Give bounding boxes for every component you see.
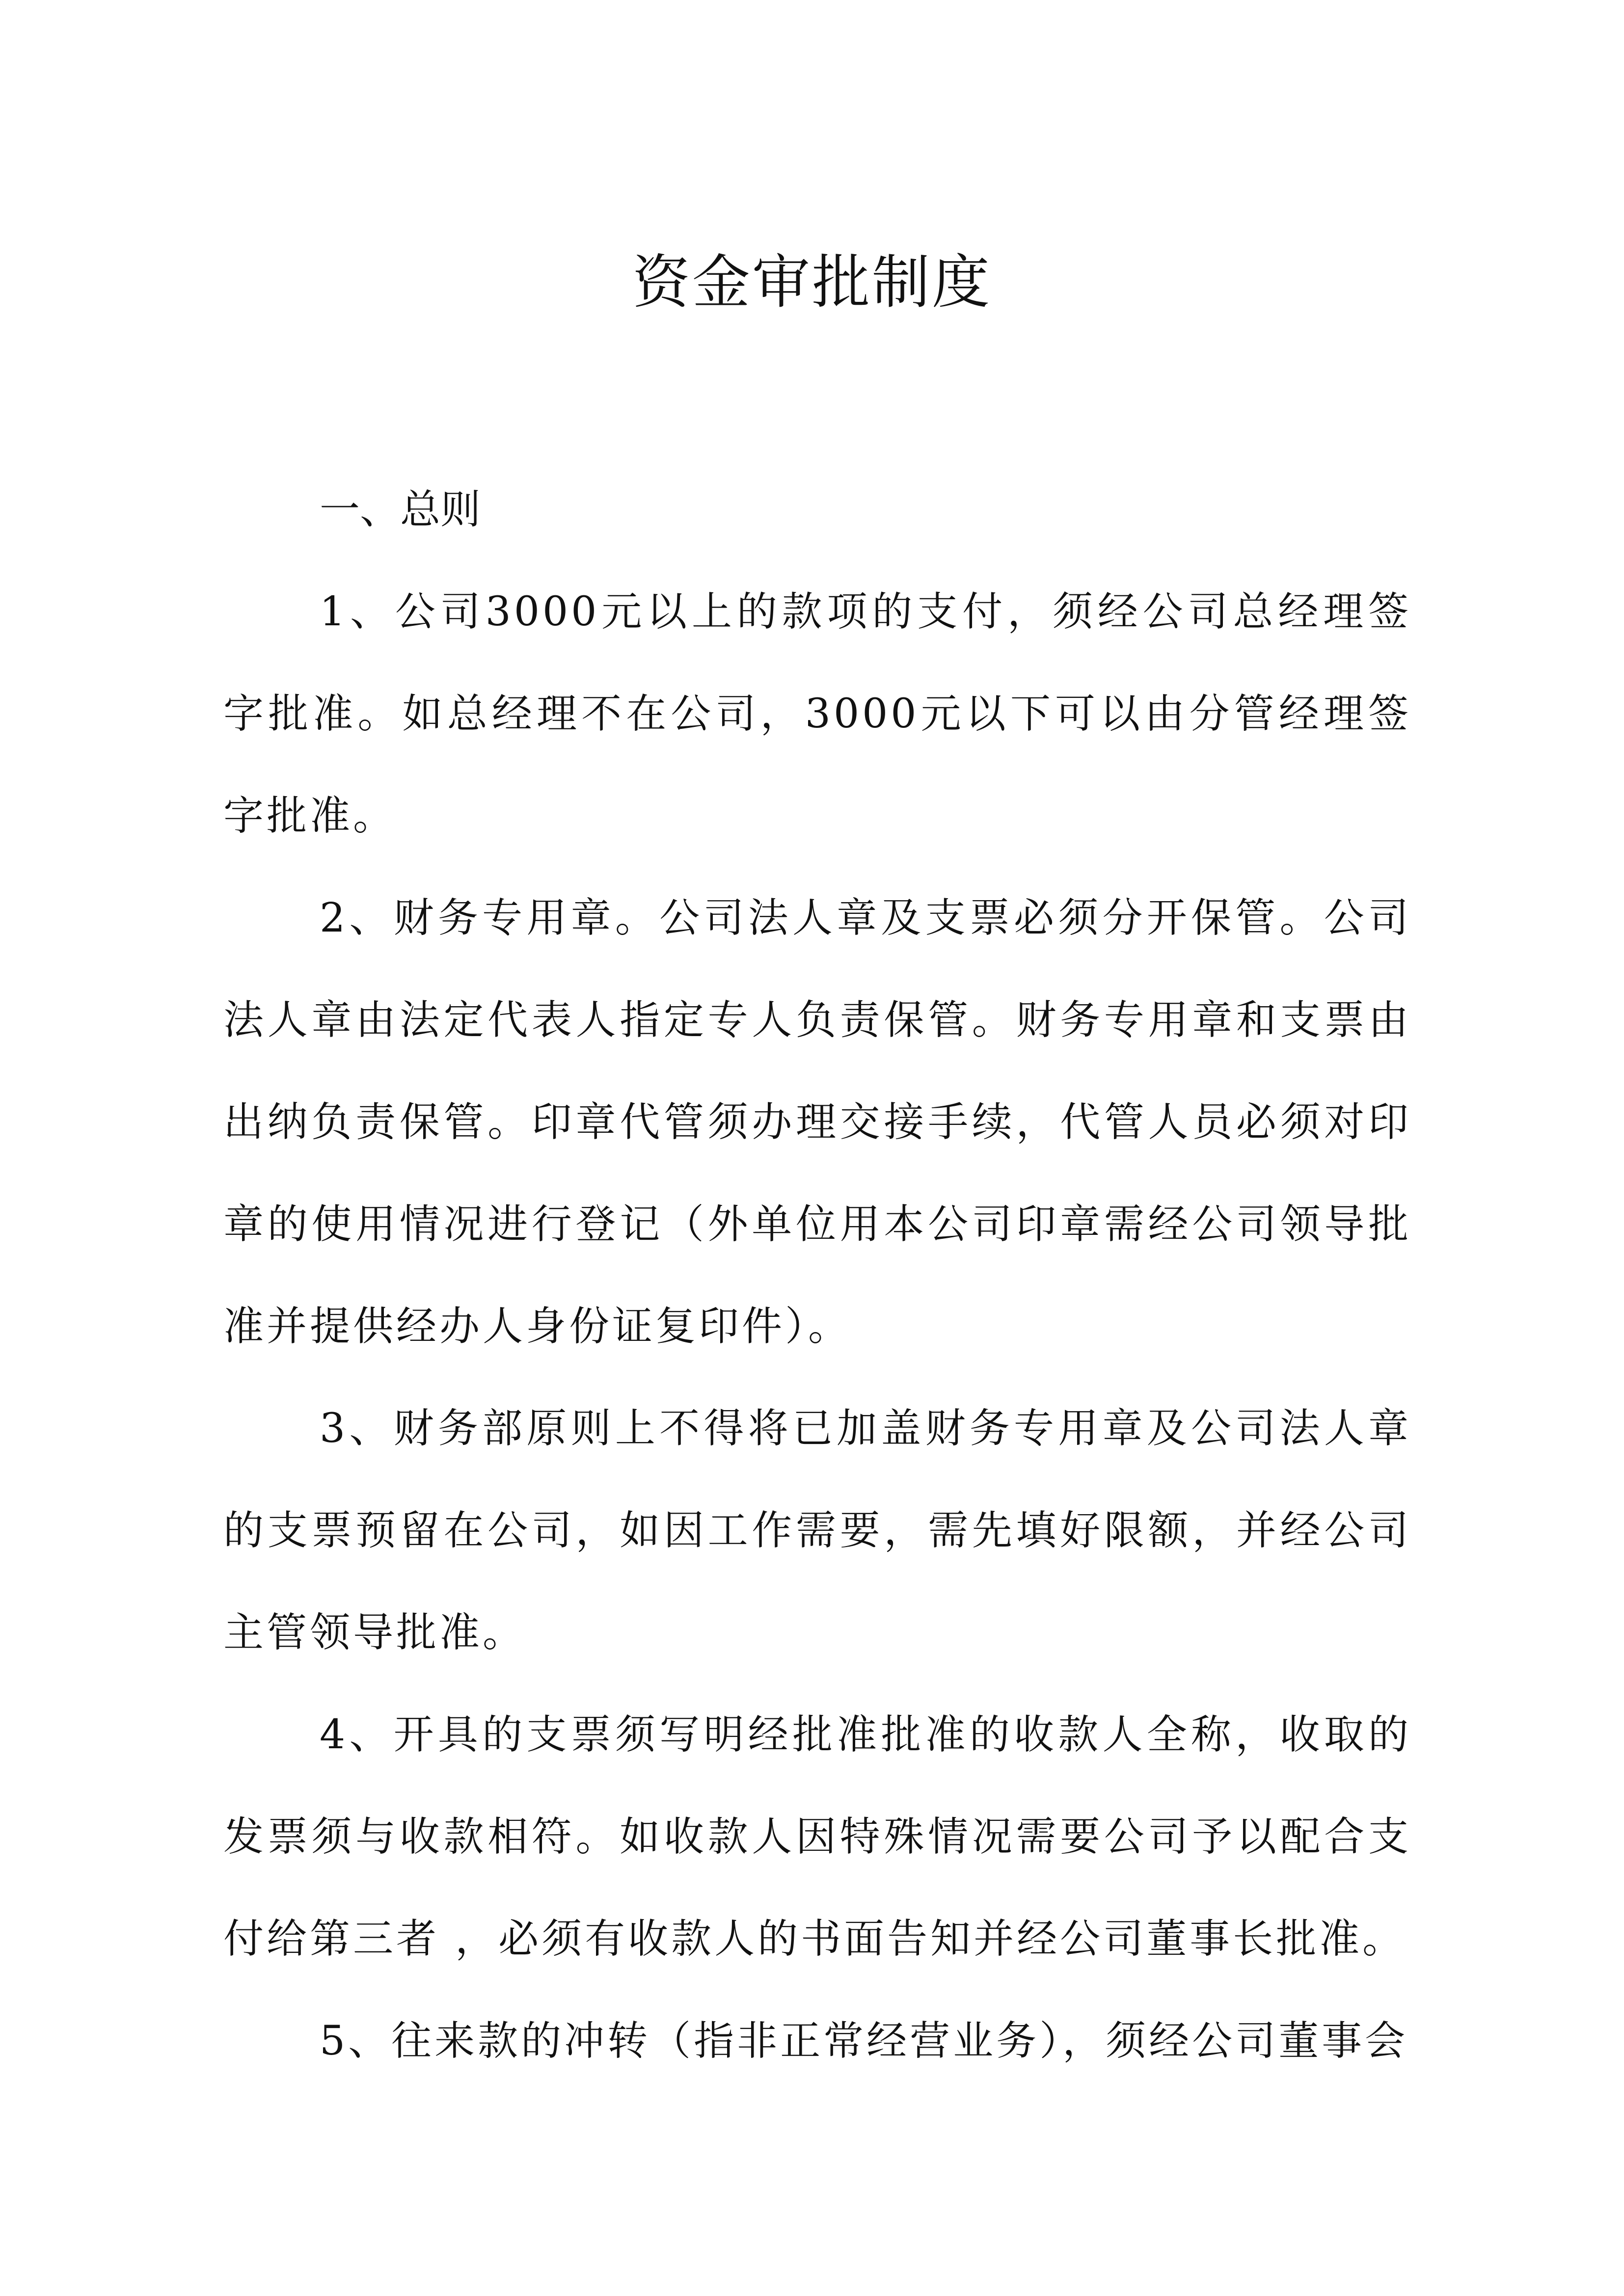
document-body — [223, 459, 1411, 2092]
paragraph-1: 1、公司3000元以上的款项的支付，须经公司总经理签字批准。如总经理不在公司，3000元以下可以由分管经理签字批准。 — [223, 588, 1411, 839]
paragraph-2: 2、财务专用章。公司法人章及支票必须分开保管。公司法人章由法定代表人指定专人负责保管。财务专用章和支票由出纳负责保管。印章代管须办理交接手续，代管人员必须对印章的使用情况进行登记（外单位用本公司印章需经公司领导批准并提供经办人身份证复印件）。 — [223, 895, 1411, 1350]
document-title: 资金审批制度 — [632, 248, 992, 316]
paragraph-3: 3、财务部原则上不得将已加盖财务专用章及公司法人章的支票预留在公司，如因工作需要，需先填好限额，并经公司主管领导批准。 — [223, 1405, 1411, 1656]
paragraph-4: 4、开具的支票须写明经批准批准的收款人全称，收取的发票须与收款相符。如收款人因特殊情况需要公司予以配合支付给第三者 ，必须有收款人的书面告知并经公司董事长批准。 — [223, 1711, 1411, 1962]
section-heading-general: 一、总则 — [320, 486, 481, 533]
paragraph-5: 5、往来款的冲转（指非正常经营业务），须经公司董事会 — [320, 2018, 1408, 2064]
